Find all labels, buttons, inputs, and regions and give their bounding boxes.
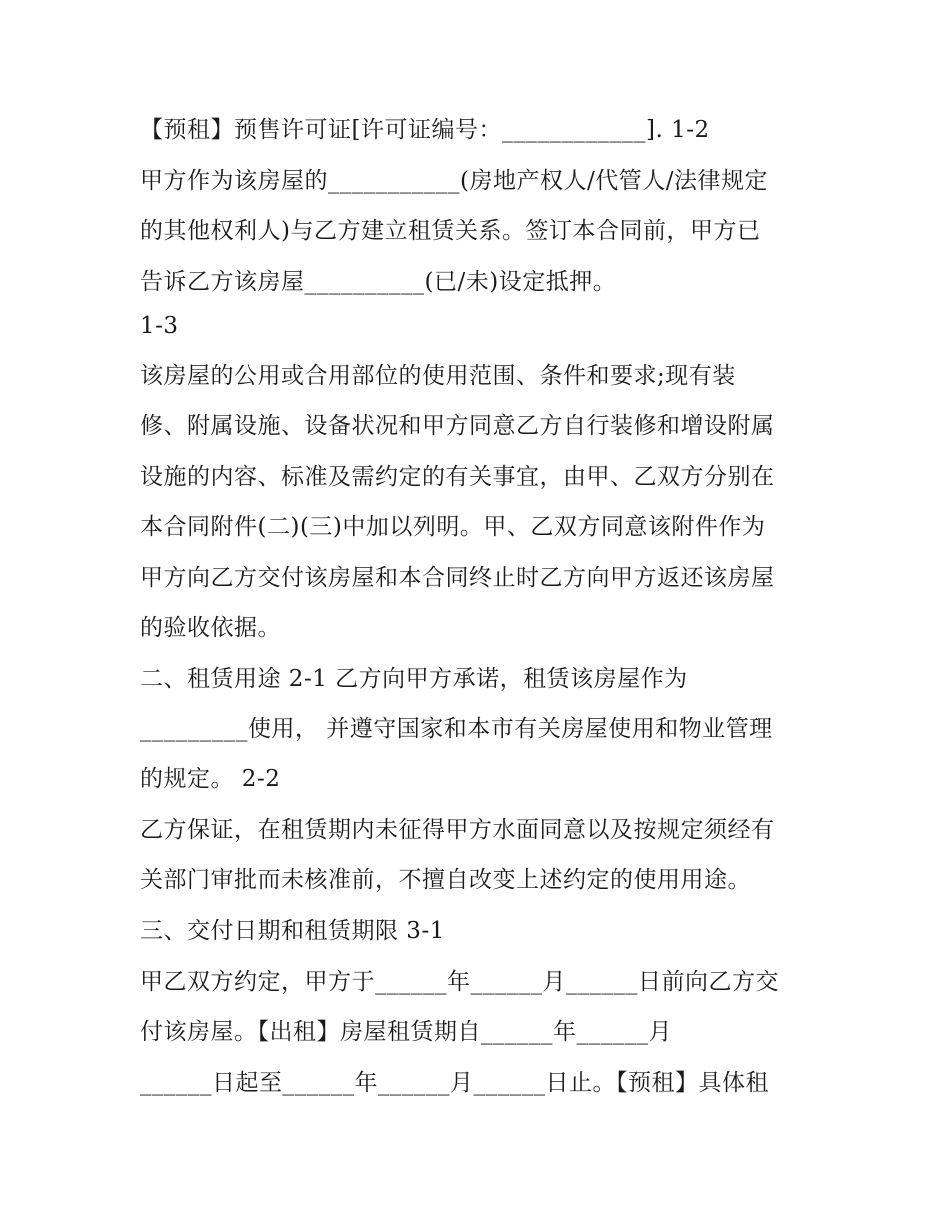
text-line: 甲方作为该房屋的___________(房地产权人/代管人/法律规定 (140, 168, 768, 194)
text-line: 三、交付日期和租赁期限 3-1 (140, 918, 445, 944)
text-line: 【预租】预售许可证[许可证编号：____________]. 1-2 (140, 117, 710, 143)
text-line: 的规定。 2-2 (140, 766, 281, 792)
text-line: 二、租赁用途 2-1 乙方向甲方承诺，租赁该房屋作为 (140, 666, 688, 692)
text-line: 的其他权利人)与乙方建立租赁关系。签订本合同前，甲方已 (140, 218, 761, 244)
text-line: 付该房屋。【出租】房屋租赁期自______年______月 (140, 1019, 672, 1045)
text-line: 甲方向乙方交付该房屋和本合同终止时乙方向甲方返还该房屋 (140, 565, 775, 591)
text-line: 1-3 (140, 313, 179, 339)
text-line: 甲乙双方约定，甲方于______年______月______日前向乙方交 (140, 969, 779, 995)
text-line: _________使用， 并遵守国家和本市有关房屋使用和物业管理 (140, 716, 773, 742)
text-line: 关部门审批而未核准前，不擅自改变上述约定的使用用途。 (140, 867, 751, 893)
text-line: 本合同附件(二)(三)中加以列明。甲、乙双方同意该附件作为 (140, 514, 766, 540)
text-line: 设施的内容、标准及需约定的有关事宜，由甲、乙双方分别在 (140, 464, 775, 490)
text-line: 告诉乙方该房屋__________(已/未)设定抵押。 (140, 269, 617, 295)
text-line: ______日起至______年______月______日止。【预租】具体租 (140, 1070, 769, 1096)
text-line: 修、附属设施、设备状况和甲方同意乙方自行装修和增设附属 (140, 413, 775, 439)
text-line: 的验收依据。 (140, 615, 281, 641)
text-line: 该房屋的公用或合用部位的使用范围、条件和要求;现有装 (140, 363, 736, 389)
text-line: 乙方保证，在租赁期内未征得甲方水面同意以及按规定须经有 (140, 817, 775, 843)
